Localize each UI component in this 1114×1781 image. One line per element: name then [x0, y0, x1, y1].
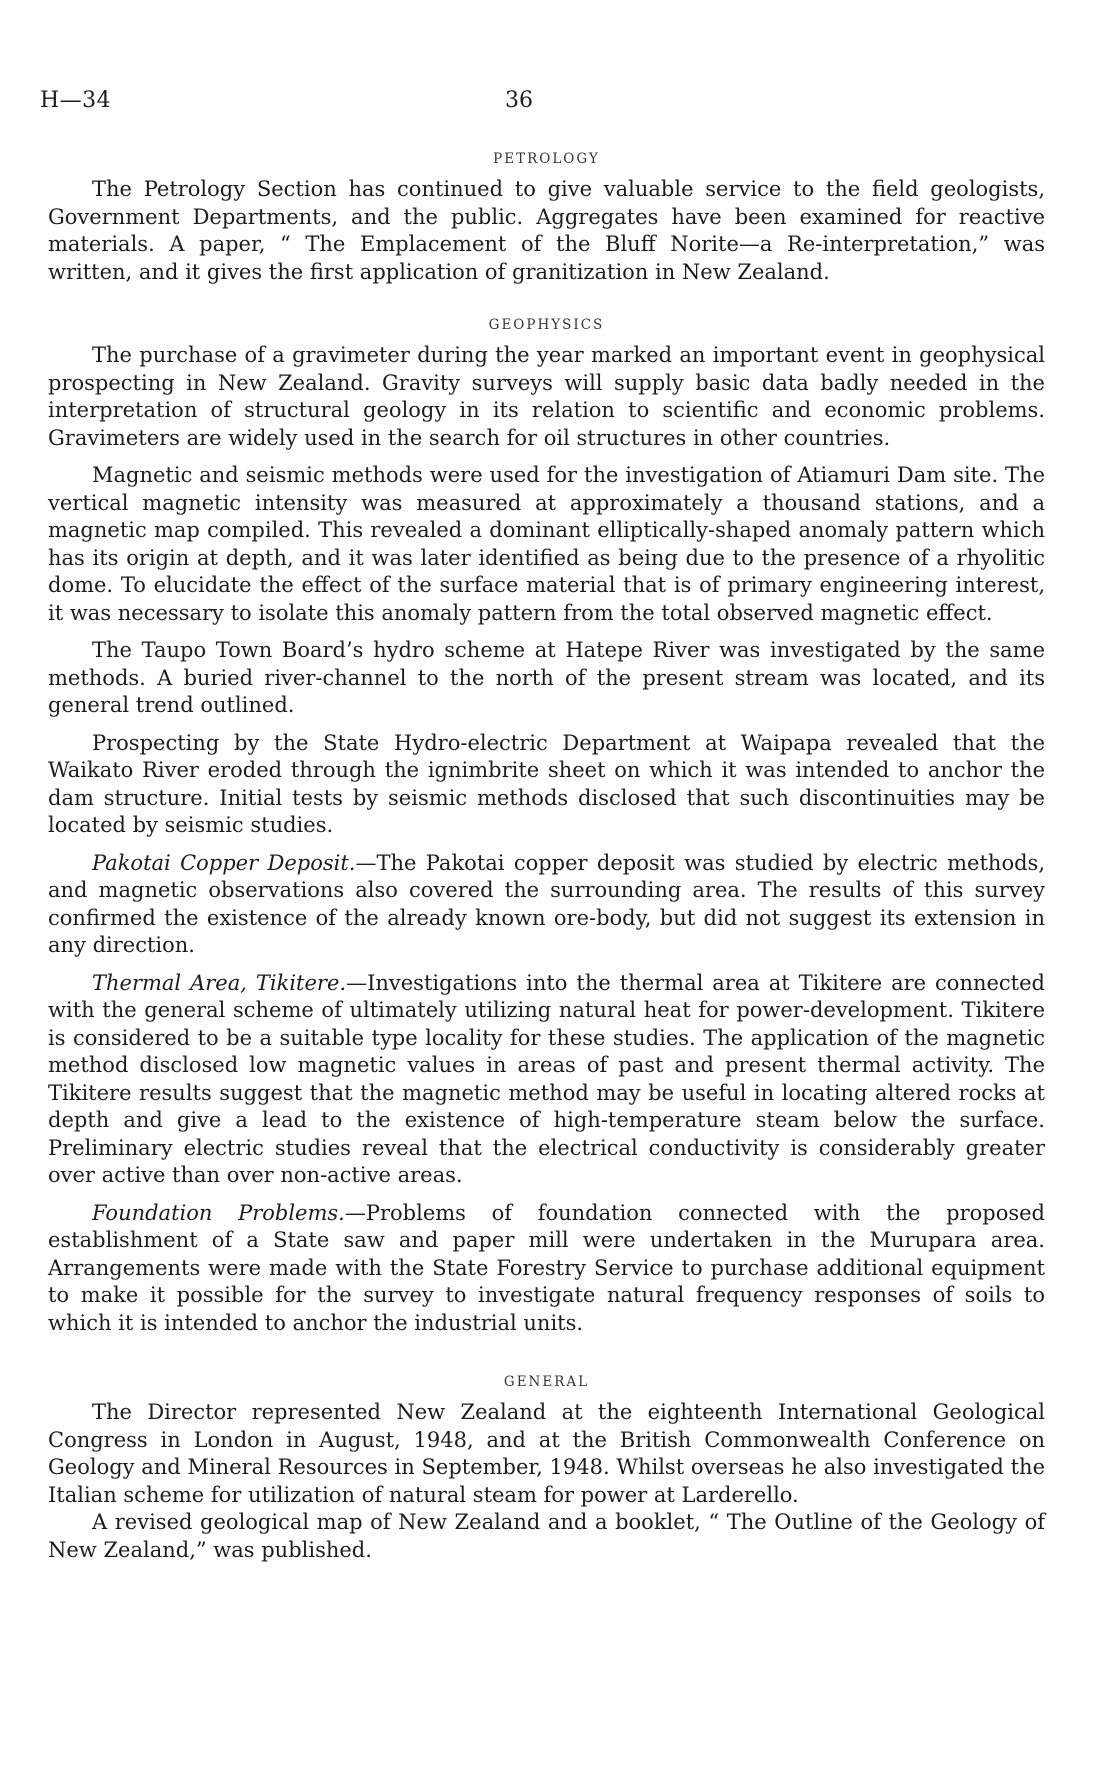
geophysics-paragraph-atiamuri: Magnetic and seismic methods were used for the investigation of Atiamuri Dam site. The vertical magnetic intensity was measured at approximately a thousand stations, and a magnetic map compiled. This revealed a dominant elliptically-shaped anomaly pattern which has its origin at depth, and it was later identified as being due to the presence of a rhyolitic dome. To elucidate the effect of the surface material that is of primary engineering interest, it was necessary to isolate this anomaly pattern from the total observed magnetic effect. — [48, 463, 1045, 625]
general-paragraph-director: The Director represented New Zealand at the eighteenth International Geological Congress in London in August, 1948, and at the British Commonwealth Conference on Geology and Mineral Resources in September, 1948. Whilst overseas he also investigated the Italian scheme for utilization of natural steam for power at Larderello. — [48, 1400, 1045, 1507]
geophysics-paragraph-tikitere — [48, 970, 1045, 1190]
tikitere-lead: Thermal Area, Tikitere. — [92, 970, 347, 995]
pakotai-body: —The Pakotai copper deposit was studied by electric methods, and magnetic observations also covered the surrounding area. The results of this survey confirmed the existence of the already known ore-body, but did not suggest its extension in any direction. — [48, 850, 1045, 957]
geophysics-paragraph-foundation — [48, 1200, 1045, 1338]
section-heading-general: GENERAL — [503, 1374, 590, 1390]
page-content — [48, 150, 1045, 1574]
section-heading-geophysics: GEOPHYSICS — [488, 317, 605, 333]
section-heading-petrology: PETROLOGY — [493, 151, 600, 167]
foundation-lead: Foundation Problems. — [92, 1200, 345, 1225]
geophysics-paragraph-taupo: The Taupo Town Board’s hydro scheme at Hatepe River was investigated by the same methods. A buried river-channel to the north of the present stream was located, and its general trend outlined. — [48, 638, 1045, 717]
geophysics-paragraph-waipapa: Prospecting by the State Hydro-electric Department at Waipapa revealed that the Waikato River eroded through the ignimbrite sheet on which it was intended to anchor the dam structure. Initial tests by seismic methods disclosed that such discontinuities may be located by seismic studies. — [48, 730, 1045, 837]
page-number: 36 — [505, 88, 533, 113]
pakotai-lead: Pakotai Copper Deposit. — [92, 850, 356, 875]
petrology-paragraph: The Petrology Section has continued to give valuable service to the field geologists, Government Departments, and the public. Aggregates have been examined for reactive materials. A paper, “ The Emplacement of the Bluff Norite—a Re-interpretation,” was written, and it gives the first application of granitization in New Zealand. — [48, 177, 1045, 284]
tikitere-body: —Investigations into the thermal area at Tikitere are connected with the general scheme of ultimately utilizing natural heat for power-development. Tikitere is considered to be a suitable type locality for these studies. The application of the magnetic method disclosed low magnetic values in areas of past and present thermal activity. The Tikitere results suggest that the magnetic method may be useful in locating altered rocks at depth and give a lead to the existence of high-temperature steam below the surface. Preliminary electric studies reveal that the electrical conductivity is considerably greater over active than over non-active areas. — [48, 970, 1045, 1187]
general-paragraph-publications: A revised geological map of New Zealand and a booklet, “ The Outline of the Geology of New Zealand,” was published. — [48, 1510, 1045, 1562]
document-reference: H—34 — [40, 88, 112, 113]
foundation-body: —Problems of foundation connected with the proposed establishment of a State saw and paper mill were undertaken in the Murupara area. Arrangements were made with the State Forestry Service to purchase additional equipment to make it possible for the survey to investigate natural frequency responses of soils to which it is intended to anchor the industrial units. — [48, 1200, 1045, 1335]
geophysics-paragraph-pakotai — [48, 850, 1045, 960]
geophysics-paragraph-gravimeter: The purchase of a gravimeter during the year marked an important event in geophysical prospecting in New Zealand. Gravity surveys will supply basic data badly needed in the interpretation of structural geology in its relation to scientific and economic problems. Gravimeters are widely used in the search for oil structures in other countries. — [48, 343, 1045, 450]
